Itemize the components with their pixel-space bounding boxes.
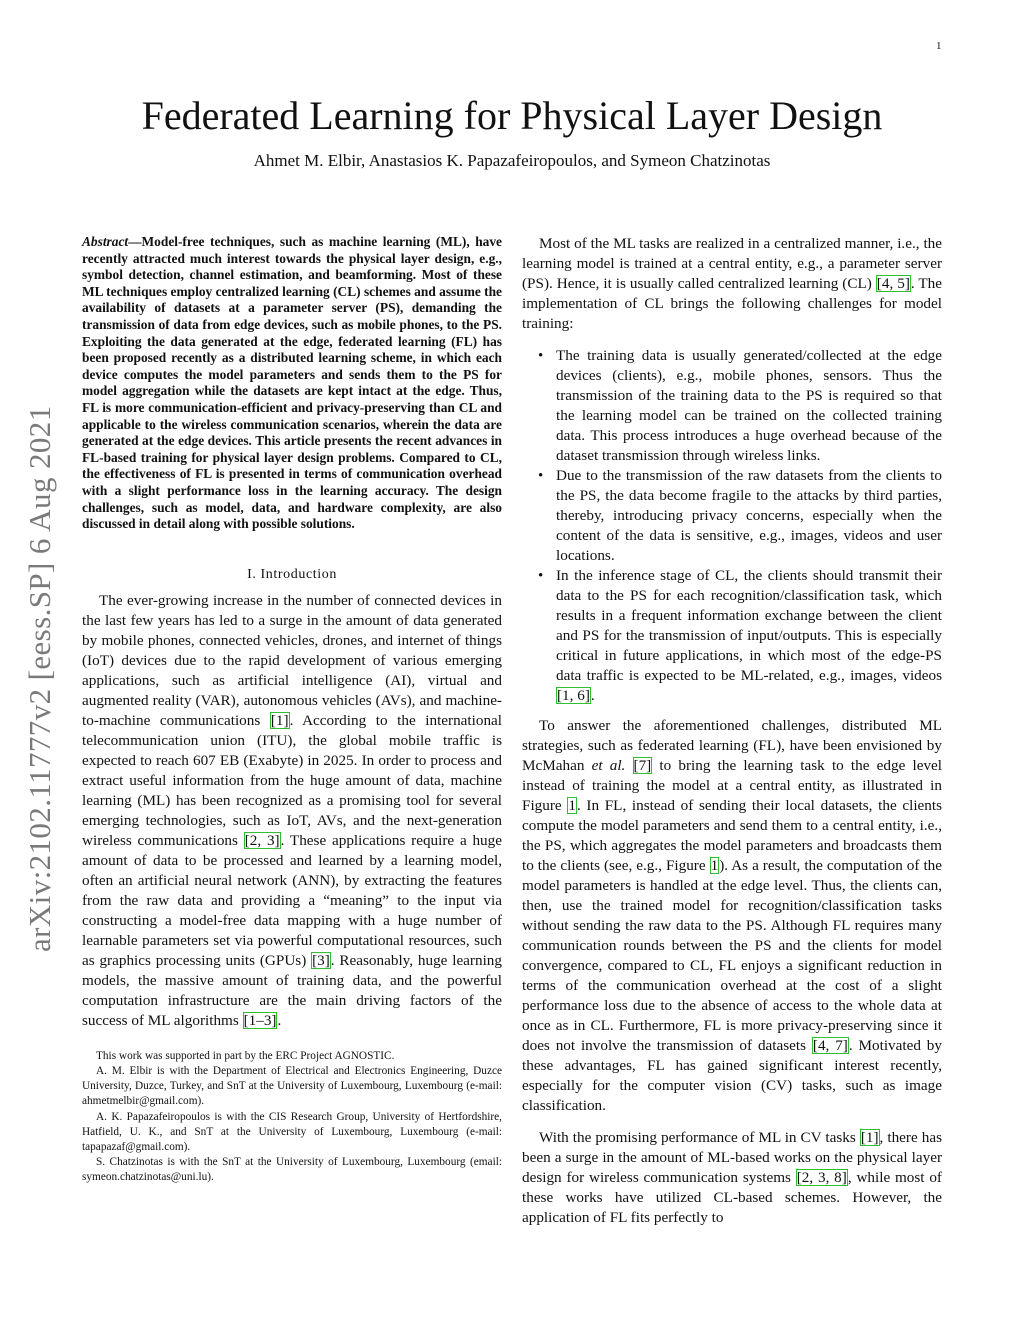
citation-link[interactable]: [1, 6]	[557, 687, 590, 704]
cl-paragraph	[522, 234, 942, 334]
citation-link[interactable]: [1–3]	[243, 1011, 277, 1029]
figure-link[interactable]: 1	[568, 797, 576, 814]
list-item	[522, 566, 942, 706]
citation-link[interactable]: [1]	[860, 1129, 879, 1146]
text-run: to bring the learning task to the edge level instead of training the model at a central entity, as illustrated in Figure	[522, 757, 943, 814]
arxiv-identifier-stamp: arXiv:2102.11777v2 [eess.SP] 6 Aug 2021	[22, 405, 57, 952]
abstract	[82, 234, 502, 533]
citation-link[interactable]: [3]	[312, 951, 330, 969]
citation-link[interactable]: [4, 7]	[812, 1037, 848, 1054]
text-run: . These applications require a huge amount of data to be processed and learned by a learning model, often an artificial neural network (ANN), by extracting the features from the raw data and providing a “meaning” to the input via constructing a model-free data mapping with a huge number of learnable parameters set via powerful computational resources, such as graphics processing units (GPUs)	[82, 831, 502, 969]
figure-link[interactable]: 1	[710, 857, 719, 874]
text-run: .	[590, 687, 595, 704]
abstract-text: —Model-free techniques, such as machine learning (ML), have recently attracted much interest towards the physical layer design, e.g., symbol detection, channel estimation, and beamforming. Most of these ML techniques employ centralized learning (CL) schemes and assume the availability of datasets at a parameter server (PS), demanding the transmission of data from edge devices, such as mobile phones, to the PS. Exploiting the data generated at the edge, federated learning (FL) has been proposed recently as a distributed learning scheme, in which each device computes the model parameters and sends them to the PS for model aggregation while the datasets are kept intact at the edge. Thus, FL is more communication-efficient and privacy-preserving than CL and applicable to the wireless communication scenarios, wherein the data are generated at the edge devices. This article presents the recent advances in FL-based training for physical layer design problems. Compared to CL, the effectiveness of FL is presented in terms of communication overhead with a slight performance loss in the learning accuracy. The design challenges, such as model, data, and hardware complexity, are also discussed in detail along with possible solutions.	[82, 234, 502, 532]
page-number: 1	[936, 40, 942, 52]
intro-paragraph	[82, 591, 502, 1031]
footnote-author-chatzinotas: S. Chatzinotas is with the SnT at the University of Luxembourg, Luxembourg (email: symeon.chatzinotas@uni.lu).	[82, 1156, 502, 1184]
challenge-list	[522, 346, 942, 706]
left-column	[82, 234, 502, 1186]
text-run: . According to the international telecommunication union (ITU), the global mobile traffic is expected to reach 607 EB (Exabyte) in 2025. In order to process and extract useful information from the huge amount of data, machine learning (ML) has been recognized as a promising tool for several emerging technologies, such as IoT, AVs, and the next-generation wireless communications	[82, 711, 503, 849]
text-run: Most of the ML tasks are realized in a centralized manner, i.e., the learning model is trained at a central entity, e.g., a parameter server (PS). Hence, it is usually called centralized learning (CL)	[522, 235, 942, 292]
abstract-label: Abstract	[82, 234, 129, 249]
text-run: . Reasonably, huge learning models, the massive amount of training data, and the powerful computation infrastructure are the main driving factors of the success of ML algorithms	[82, 951, 502, 1029]
text-run: . Motivated by these advantages, FL has gained significant interest recently, especially for the computer vision (CV) tasks, such as image classification.	[522, 1037, 942, 1114]
text-run: In the inference stage of CL, the clients should transmit their data to the PS for each recognition/classification task, which results in a frequent information exchange between the client and PS for the transmission of input/outputs. This is especially critical in future applications, in which most of the edge-PS data traffic is expected to be ML-related, e.g., images, videos	[556, 567, 942, 684]
list-item	[522, 346, 942, 466]
paper-title: Federated Learning for Physical Layer Design	[141, 93, 883, 138]
text-run: . The implementation of CL brings the following challenges for model training:	[522, 275, 943, 332]
fl-paragraph	[522, 716, 942, 1116]
citation-link[interactable]: [2, 3, 8]	[796, 1169, 847, 1186]
section-heading-introduction: I. Introduction	[247, 566, 337, 582]
text-run: With the promising performance of ML in CV tasks	[539, 1129, 860, 1146]
footnote-author-elbir: A. M. Elbir is with the Department of Electrical and Electronics Engineering, Duzce University, Duzce, Turkey, and SnT at the University of Luxembourg, Luxembourg (e-mail: ahmetmelbir@gmail.com).	[82, 1064, 502, 1108]
text-run: et al.	[591, 757, 626, 774]
text-run: The ever-growing increase in the number of connected devices in the last few years has led to a surge in the amount of data generated by mobile phones, connected vehicles, drones, and internet of things (IoT) devices due to the rapid development of various emerging applications, such as artificial intelligence (AI), virtual and augmented reality (VAR), autonomous vehicles (AVs), and machine-to-machine communications	[82, 591, 502, 729]
text-run: Due to the transmission of the raw datasets from the clients to the PS, the data become fragile to the attacks by third parties, thereby, introducing privacy concerns, especially when the content of the data is sensitive, e.g., images, videos and user locations.	[556, 467, 942, 564]
text-run: The training data is usually generated/collected at the edge devices (clients), e.g., mobile phones, sensors. Thus the transmission of the training data to the PS is required so that the learning model can be trained on the collected training data. This process introduces a huge overhead because of the dataset transmission through wireless links.	[556, 347, 942, 464]
citation-link[interactable]: [4, 5]	[876, 275, 910, 292]
text-run	[625, 757, 632, 774]
citation-link[interactable]: [1]	[270, 711, 289, 729]
text-run: .	[277, 1011, 282, 1029]
citation-link[interactable]: [7]	[633, 757, 652, 774]
footnote-funding: This work was supported in part by the ERC Project AGNOSTIC.	[96, 1049, 395, 1062]
footnote-author-papazafeiropoulos: A. K. Papazafeiropoulos is with the CIS Research Group, University of Hertfordshire, Hatfield, U. K., and SnT at the University of Luxembourg, Luxembourg (e-mail: tapapazaf@gmail.com).	[82, 1110, 502, 1153]
text-run: , there has been a surge in the amount of ML-based works on the physical layer design for wireless communication systems	[522, 1129, 942, 1186]
text-run: . In FL, instead of sending their local datasets, the clients compute the model parameters and send them to a central entity, i.e., the PS, which aggregates the model parameters and broadcasts them to the clients (see, e.g., Figure	[522, 797, 943, 874]
footnotes	[82, 1045, 502, 1186]
text-run: , while most of these works have utilized CL-based schemes. However, the application of FL fits perfectly to	[522, 1169, 942, 1226]
list-item	[522, 466, 942, 566]
physical-layer-paragraph	[522, 1128, 942, 1228]
text-run: To answer the aforementioned challenges, distributed ML strategies, such as federated learning (FL), have been envisioned by McMahan	[522, 717, 942, 774]
text-run: ). As a result, the computation of the model parameters is handled at the edge level. Thus, the clients can, then, use the trained model for recognition/classification tasks without sending the raw data to the PS. Although FL requires many communication rounds between the PS and the clients for model convergence, compared to CL, FL enjoys a significant reduction in terms of the communication overhead at the cost of a slight performance loss due to the absence of access to the whole data at once as in CL. Furthermore, FL is more privacy-preserving since it does not involve the transmission of datasets	[522, 857, 942, 1054]
citation-link[interactable]: [2, 3]	[244, 831, 280, 849]
right-column	[522, 234, 942, 1228]
author-list: Ahmet M. Elbir, Anastasios K. Papazafeiropoulos, and Symeon Chatzinotas	[253, 151, 771, 170]
